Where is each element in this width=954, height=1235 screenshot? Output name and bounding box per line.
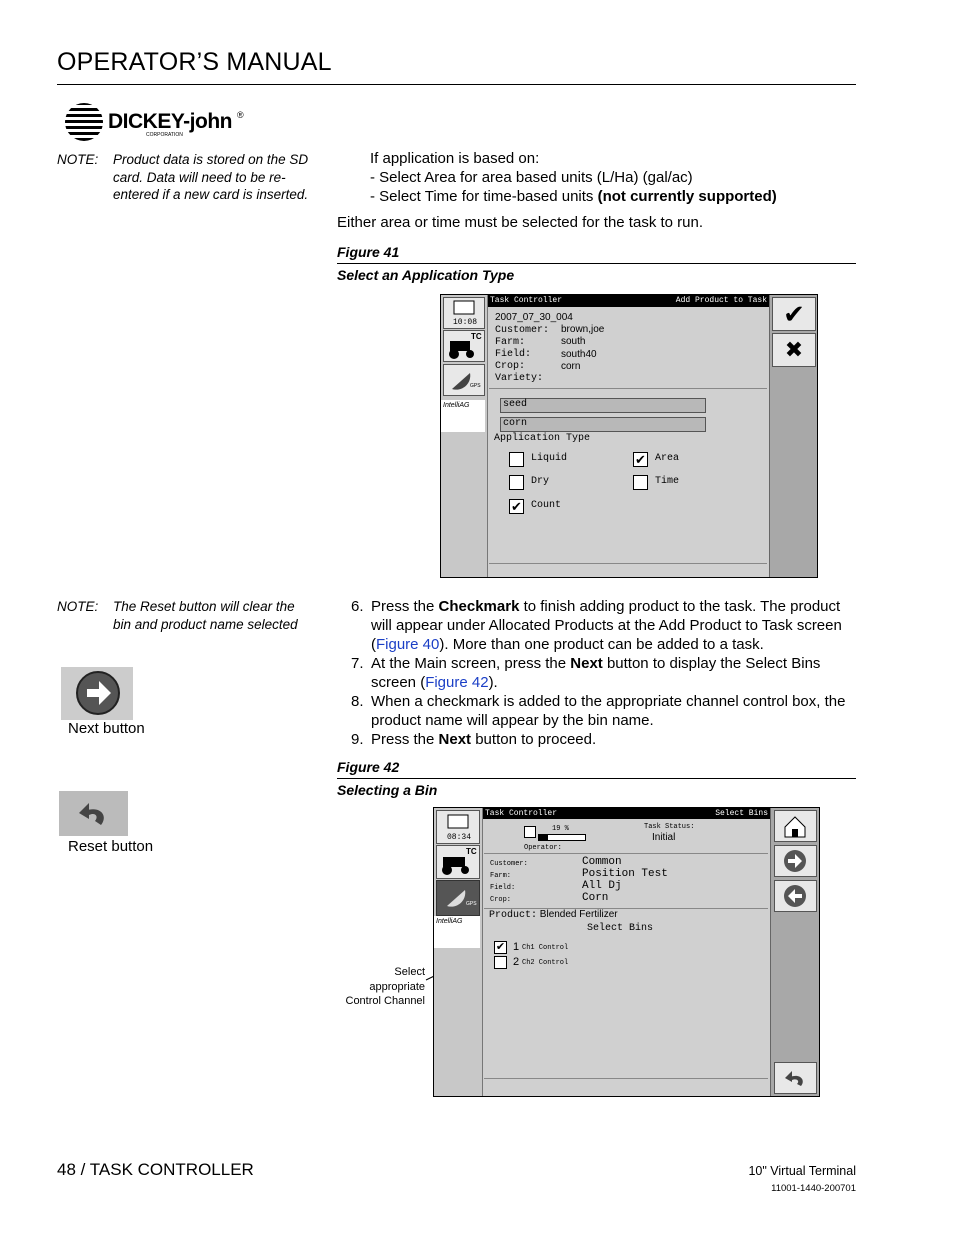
fig42-value-column: Common Position Test All Dj Corn: [582, 856, 668, 904]
fig42-select-bins-label: Select Bins: [587, 923, 654, 934]
fig41-dry-label: Dry: [531, 476, 550, 487]
figure42-rule: [337, 778, 856, 779]
step-9: 9. Press the Next button to proceed.: [351, 731, 597, 748]
figure42-caption: Selecting a Bin: [337, 782, 438, 798]
fig42-progress-bar: [538, 834, 586, 841]
fig41-checkmark-button[interactable]: ✔: [772, 297, 816, 331]
next-button-image: [61, 667, 133, 720]
fig42-tc-label: TC: [466, 847, 477, 856]
arrow-left-icon: [775, 881, 816, 911]
fig41-title-bar: [488, 295, 769, 307]
satellite-dish-icon: [450, 369, 474, 393]
figure41-number: Figure 41: [337, 244, 400, 260]
globe-logo-icon: [64, 100, 104, 144]
fig41-clock: 10:08: [453, 318, 478, 327]
fig41-left-column: [441, 295, 488, 577]
fig42-gps-button[interactable]: [436, 880, 480, 916]
step-7: 7. At the Main screen, press the Next button to display the Select Bins screen (Figure 42).: [351, 655, 821, 691]
fig41-count-label: Count: [531, 500, 562, 511]
header-rule: [57, 84, 856, 85]
fig41-tc-button[interactable]: [443, 330, 485, 362]
figure40-link[interactable]: Figure 40: [376, 636, 440, 653]
monitor-icon: [453, 300, 475, 316]
bullet-time: - Select Time for time-based units (not currently supported): [370, 188, 777, 205]
intro-text: [370, 149, 850, 206]
fig42-title-right: Select Bins: [715, 809, 768, 818]
fig42-clock: 08:34: [447, 833, 472, 842]
fig42-ch1-number: 1: [513, 941, 520, 953]
fig41-area-label: Area: [655, 453, 680, 464]
monitor-icon: [447, 814, 469, 830]
either-text: Either area or time must be selected for the task to run.: [337, 214, 704, 231]
fig42-back-button[interactable]: [774, 880, 817, 912]
callout-text: Select appropriate Control Channel: [345, 966, 425, 1007]
fig42-next-button[interactable]: [774, 845, 817, 877]
fig42-percent-icon: [524, 826, 536, 838]
fig42-label-column: Customer: Farm: Field: Crop:: [490, 860, 528, 904]
fig41-task-id: 2007_07_30_004: [495, 312, 573, 323]
fig41-info-panel: [489, 308, 767, 389]
steps-list: [337, 597, 857, 749]
fig42-product-value: Blended Fertilizer: [539, 909, 618, 920]
arrow-right-icon: [61, 667, 133, 720]
figure41-screen: [440, 294, 818, 578]
footer-part-number: 11001-1440-200701: [771, 1183, 856, 1194]
fig42-progress-fill: [539, 835, 548, 840]
fig42-home-button[interactable]: [774, 810, 817, 842]
fig41-bottom-bar: [489, 563, 767, 576]
dickey-john-logo: [64, 100, 254, 146]
undo-icon: [775, 1063, 816, 1093]
note-text: Product data is stored on the SD card. Data will need to be re-entered if a new card is inserted.: [113, 152, 309, 202]
step-6: 6. Press the Checkmark to finish adding product to the task. The product will appear under Allocated Products at the Add Product to Task screen (Figure 40). More than one product can be added to a task.: [351, 598, 842, 653]
fig42-operator: Operator:: [524, 844, 562, 852]
fig42-gps-label: GPS: [466, 901, 477, 907]
logo-corporation: CORPORATION: [146, 132, 183, 138]
sd-card-note: [57, 151, 317, 223]
fig41-gps-label: GPS: [470, 383, 481, 389]
fig42-ch1-label: Ch1 Control: [522, 944, 569, 952]
footer-product: 10" Virtual Terminal: [748, 1164, 856, 1178]
fig41-time-checkbox[interactable]: [633, 475, 648, 490]
fig41-field-corn[interactable]: corn: [500, 417, 706, 432]
bullet-area: - Select Area for area based units (L/Ha) (gal/ac): [370, 169, 693, 186]
fig42-ch2-number: 2: [513, 956, 520, 968]
fig42-status-panel: [484, 820, 768, 854]
figure42-link[interactable]: Figure 42: [425, 674, 489, 691]
figure41-caption: Select an Application Type: [337, 267, 515, 283]
fig42-clock-button[interactable]: [436, 810, 480, 844]
fig42-tc-button[interactable]: [436, 845, 480, 879]
figure41-rule: [337, 263, 856, 264]
fig41-gps-button[interactable]: [443, 364, 485, 396]
fig42-status-value: Initial: [652, 832, 676, 843]
next-button-label: Next button: [68, 720, 145, 737]
fig41-label-column: Customer: Farm: Field: Crop: Variety:: [495, 325, 550, 384]
home-icon: [775, 811, 816, 841]
fig41-time-label: Time: [655, 476, 680, 487]
fig41-intelliag-logo: IntelliAG: [441, 400, 485, 432]
fig42-status-label: Task Status:: [644, 823, 695, 831]
fig42-percent: 19 %: [552, 825, 569, 833]
logo-brand: DICKEY-john: [108, 110, 232, 133]
fig42-ch1-checkbox[interactable]: ✔: [495, 941, 506, 953]
fig41-application-type-label: Application Type: [494, 433, 591, 444]
fig41-dry-checkbox[interactable]: [509, 475, 524, 490]
fig41-cancel-button[interactable]: ✖: [772, 333, 816, 367]
fig42-reset-button[interactable]: [774, 1062, 817, 1094]
fig42-product-label: Product:: [489, 910, 538, 921]
fig41-tc-label: TC: [471, 332, 482, 341]
fig42-title-left: Task Controller: [485, 809, 558, 818]
figure42-screen: [433, 807, 820, 1097]
note-text: The Reset button will clear the bin and product name selected: [113, 599, 298, 632]
intro-line: If application is based on:: [370, 150, 540, 167]
fig42-ch2-label: Ch2 Control: [522, 959, 569, 967]
fig41-liquid-checkbox[interactable]: [509, 452, 524, 467]
reset-note: [57, 598, 317, 638]
page-header-title: OPERATOR’S MANUAL: [57, 48, 332, 76]
logo-registered: ®: [237, 110, 244, 120]
fig42-title-bar: [483, 808, 770, 819]
note-label: NOTE:: [57, 599, 99, 614]
reset-button-image: [59, 791, 128, 836]
fig41-count-checkbox[interactable]: ✔: [509, 499, 524, 514]
figure42-number: Figure 42: [337, 759, 400, 775]
step-8: 8. When a checkmark is added to the appropriate channel control box, the product name will appear by the bin name.: [351, 693, 846, 729]
fig42-bottom-bar: [484, 1078, 768, 1095]
fig42-right-column: [770, 808, 820, 1096]
note-label: NOTE:: [57, 152, 99, 167]
fig41-title-left: Task Controller: [490, 296, 563, 305]
footer-left: 48 / TASK CONTROLLER: [57, 1160, 254, 1179]
fig41-right-column: [769, 295, 818, 577]
fig41-area-checkbox[interactable]: ✔: [633, 452, 648, 467]
reset-button-label: Reset button: [68, 838, 154, 855]
fig41-field-seed[interactable]: seed: [500, 398, 706, 413]
fig41-clock-button[interactable]: [443, 297, 485, 329]
fig42-ch2-checkbox[interactable]: [494, 956, 507, 969]
fig42-product-row: [489, 909, 618, 921]
fig42-info-panel: [484, 854, 768, 909]
fig41-value-column: brown,joe south south40 corn: [561, 324, 605, 372]
fig41-title-right: Add Product to Task: [675, 296, 767, 305]
arrow-right-icon: [775, 846, 816, 876]
fig41-liquid-label: Liquid: [531, 453, 568, 464]
fig42-left-column: [434, 808, 483, 1096]
fig42-intelliag-logo: IntelliAG: [434, 916, 480, 948]
undo-icon: [59, 791, 128, 836]
